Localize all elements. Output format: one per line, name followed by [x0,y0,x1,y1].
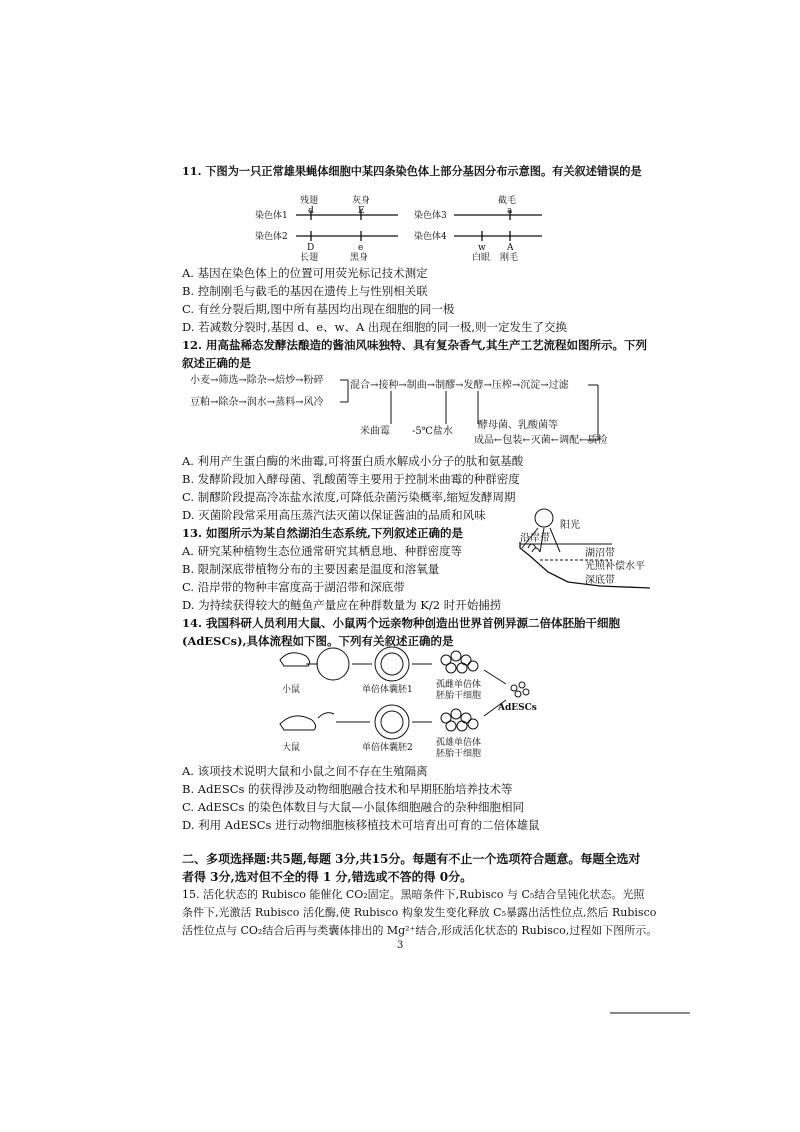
q15-line1: 15. 活化状态的 Rubisco 能催化 CO₂固定。黑暗条件下,Rubisco 与 C₅结合呈钝化状态。光照 [182,888,645,901]
q13-option-a: A. 研究某种植物生态位通常研究其栖息地、种群密度等 [182,544,463,558]
q14-option-a: A. 该项技术说明大鼠和小鼠之间不存在生殖隔离 [182,764,428,778]
blastocyst-2-inner [381,711,403,733]
section2-instructions-line1: 二、多项选择题:共5题,每题 3分,共15分。每题有不止一个选项符合题意。每题全选对 [182,852,641,866]
section2-instructions-line2: 者得 3分,选对但不全的得 1 分,错选或不答的得 0分。 [182,870,473,884]
chr1-label: 染色体1 [255,211,288,221]
q13-stem: 13. 如图所示为某自然湖泊生态系统,下列叙述正确的是 [182,526,464,540]
fig-sun-label: 阳光 [560,520,580,531]
fig-littoral-label: 沿岸带 [520,533,550,544]
chr4-gene2: A [507,243,514,253]
fig-limnetic-label: 湖沼带 [585,548,615,559]
fig-esc1-label-line1: 孤雌单倍体 [436,680,482,690]
chr4-gene2-trait: 刚毛 [500,253,519,263]
chr3-gene1-trait: 截毛 [498,196,517,206]
q12-option-a: A. 利用产生蛋白酶的米曲霉,可将蛋白质水解成小分子的肽和氨基酸 [182,454,524,468]
q14-option-b: B. AdESCs 的获得涉及动物细胞融合技术和早期胚胎培养技术等 [182,782,513,796]
q12-stem-line1: 12. 用高盐稀态发酵法酿造的酱油风味独特、具有复杂香气,其生产工艺流程如图所示。下列 [182,338,648,352]
blastocyst-1 [375,647,409,681]
flow-input-brine: -5℃盐水 [412,426,453,437]
q14-stem-line2: (AdESCs),具体流程如下图。下列有关叙述正确的是 [182,634,454,648]
fig-mouse-label: 小鼠 [282,685,301,695]
fig-adescs-label: AdESCs [498,703,537,713]
flow-input-mold: 米曲霉 [360,426,390,437]
fig-esc1-label-line2: 胚胎干细胞 [436,691,482,701]
q12-option-c: C. 制醪阶段提高冷冻盐水浓度,可降低杂菌污染概率,缩短发酵周期 [182,490,516,504]
blastocyst-1-inner [381,653,403,675]
fig-compensation-label: 光照补偿水平 [585,561,645,572]
chr4-gene1: w [478,243,486,253]
q11-option-a: A. 基因在染色体上的位置可用荧光标记技术测定 [182,266,428,280]
q14-option-c: C. AdESCs 的染色体数目与大鼠—小鼠体细胞融合的杂种细胞相同 [182,800,524,814]
flow-end-row: 成品←包装←灭菌←调配←质检 [474,435,608,446]
sun-icon [535,509,553,527]
chr2-gene1-trait: 长翅 [300,253,319,263]
q11-option-d: D. 若减数分裂时,基因 d、e、w、A 出现在细胞的同一极,则一定发生了交换 [182,320,568,334]
flow-main-row: 混合→接种→制曲→制醪→发酵→压榨→沉淀→过滤 [350,380,569,391]
chr1-gene2: E [358,206,365,216]
page-number: 3 [397,940,404,951]
adescs-cluster [511,682,529,697]
mouse-icon [280,653,310,666]
q14-stem-line1: 14. 我国科研人员利用大鼠、小鼠两个远亲物种创造出世界首例异源二倍体胚胎干细胞 [182,616,621,630]
oocyte-1 [317,648,349,680]
chr3-gene1: a [507,206,513,216]
chr2-gene1: D [307,243,315,253]
chr1-gene2-trait: 灰身 [352,196,371,206]
sperm-icon [318,713,334,718]
chr2-gene2-trait: 黑身 [350,253,369,263]
chr2-label: 染色体2 [255,232,288,242]
rat-icon [280,716,316,730]
q11-option-c: C. 有丝分裂后期,图中所有基因均出现在细胞的同一极 [182,302,455,316]
q15-line3: 活性位点与 CO₂结合后再与类囊体排出的 Mg²⁺结合,形成活化状态的 Rubisco,过程如下图所示。 [182,924,658,937]
chr4-label: 染色体4 [414,232,447,242]
q13-option-b: B. 限制深底带植物分布的主要因素是温度和溶氧量 [182,562,440,576]
q13-option-d: D. 为持续获得较大的鲢鱼产量应在种群数量为 K/2 时开始捕捞 [182,598,502,612]
chr2-gene2: e [358,243,364,253]
q12-stem-line2: 叙述正确的是 [182,356,251,370]
fig-blastocyst2-label: 单倍体囊胚2 [362,743,413,753]
q12-option-b: B. 发酵阶段加入酵母菌、乳酸菌等主要用于控制米曲霉的种群密度 [182,472,520,486]
q14-option-d: D. 利用 AdESCs 进行动物细胞核移植技术可培育出可育的二倍体雄鼠 [182,818,540,832]
esc-cluster-1 [441,651,478,673]
flow-soy-row: 豆粕→除杂→润水→蒸料→风冷 [190,397,324,408]
fig-blastocyst1-label: 单倍体囊胚1 [362,685,413,695]
q11-option-b: B. 控制刚毛与截毛的基因在遗传上与性别相关联 [182,284,428,298]
chr3-label: 染色体3 [414,211,447,221]
flow-input-yeast: 酵母菌、乳酸菌等 [478,420,558,431]
blastocyst-2 [375,705,409,739]
fig-rat-label: 大鼠 [282,743,301,753]
flow-wheat-row: 小麦→筛选→除杂→焙炒→粉碎 [190,375,324,386]
q15-line2: 条件下,光激活 Rubisco 活化酶,使 Rubisco 构象发生变化释放 C₅暴露出活性位点,然后 Rubisco [182,906,657,919]
q13-option-c: C. 沿岸带的物种丰富度高于湖沼带和深底带 [182,580,405,594]
chr4-gene1-trait: 白眼 [472,253,491,263]
q12-option-d: D. 灭菌阶段常采用高压蒸汽法灭菌以保证酱油的品质和风味 [182,508,486,522]
fig-profundal-label: 深底带 [585,575,615,586]
q11-stem: 11. 下图为一只正常雄果蝇体细胞中某四条染色体上部分基因分布示意图。有关叙述错误的是 [182,164,642,178]
esc-cluster-2 [441,709,478,731]
fig-esc2-label-line2: 胚胎干细胞 [436,749,482,759]
fig-esc2-label-line1: 孤雄单倍体 [436,738,482,748]
chr1-gene1: d [308,206,314,216]
arrow-esc-1 [484,670,506,684]
chr1-gene1-trait: 残翅 [300,196,319,206]
